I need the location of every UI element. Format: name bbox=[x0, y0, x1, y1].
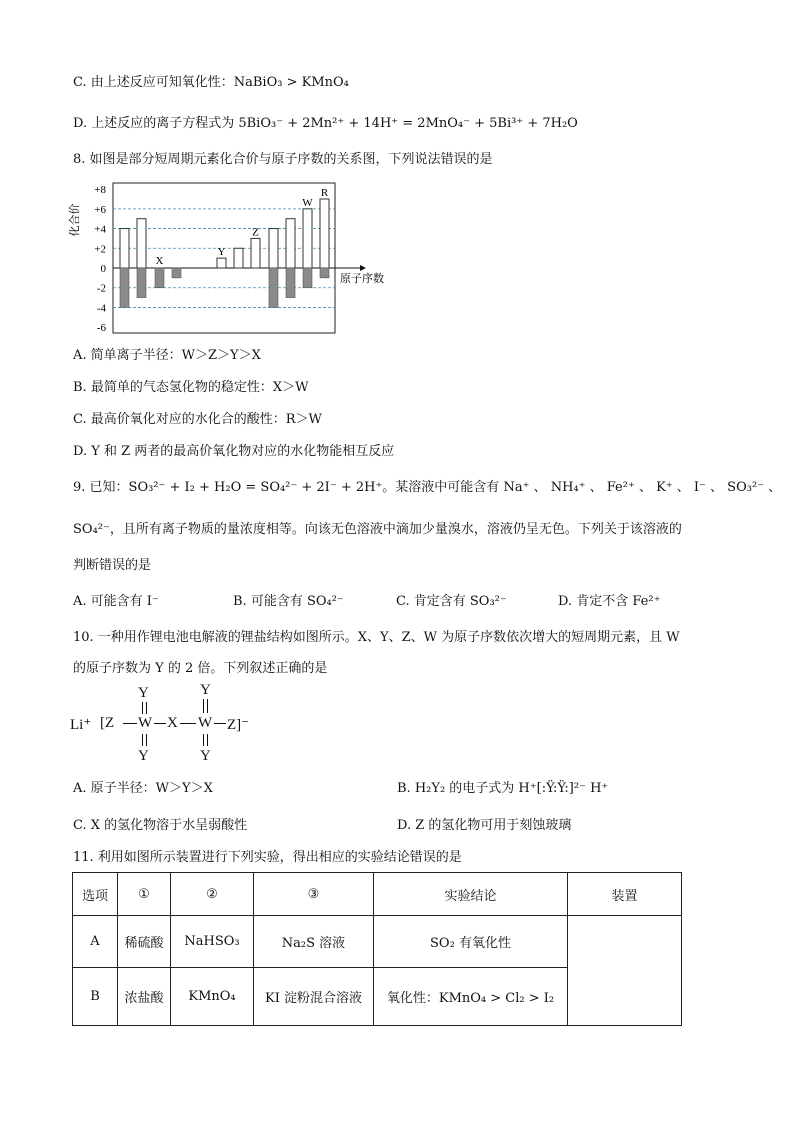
cell: B bbox=[73, 968, 118, 1026]
positive-valence-bar bbox=[251, 238, 260, 268]
positive-valence-bar bbox=[120, 229, 129, 268]
q8-stem: 8. 如图是部分短周期元素化合价与原子序数的关系图，下列说法错误的是 bbox=[73, 152, 493, 167]
x-axis-arrow-icon bbox=[360, 265, 366, 271]
element-label: R bbox=[320, 186, 329, 199]
negative-valence-bar bbox=[269, 268, 278, 307]
y-tick-label: -6 bbox=[96, 322, 106, 335]
y-top-left: Y bbox=[138, 685, 149, 701]
header-apparatus: 装置 bbox=[568, 873, 682, 916]
q9-option-a: A. 可能含有 I⁻ bbox=[73, 594, 159, 609]
x-axis-label: 原子序数 bbox=[340, 272, 384, 285]
header-1: ① bbox=[118, 873, 171, 916]
table-row bbox=[73, 916, 682, 968]
positive-valence-bar bbox=[217, 258, 226, 268]
bond bbox=[180, 723, 196, 724]
z-right: Z]⁻ bbox=[227, 717, 250, 733]
q9-line1: 9. 已知：SO₃²⁻ + I₂ + H₂O = SO₄²⁻ + 2I⁻ + 2H⁺。某溶液中可能含有 Na⁺ 、 NH₄⁺ 、 Fe²⁺ 、 K⁺ 、 I⁻ 、 SO₃²⁻ 、 bbox=[73, 480, 782, 495]
q10-line2: 的原子序数为 Y 的 2 倍。下列叙述正确的是 bbox=[73, 661, 328, 676]
cell: A bbox=[73, 916, 118, 968]
li-ion: Li⁺ bbox=[70, 717, 92, 733]
bond bbox=[123, 723, 137, 724]
q9-option-b: B. 可能含有 SO₄²⁻ bbox=[233, 594, 344, 609]
q8-option-a: A. 简单离子半径：W＞Z＞Y＞X bbox=[73, 348, 261, 363]
y-tick-label: +2 bbox=[94, 243, 106, 256]
q7-option-c: C. 由上述反应可知氧化性：NaBiO₃ > KMnO₄ bbox=[73, 75, 349, 90]
table-header-row bbox=[73, 873, 682, 916]
double-bond bbox=[203, 734, 208, 746]
experiment-table bbox=[72, 872, 682, 1026]
y-tick-label: -2 bbox=[96, 282, 106, 295]
q9-option-d: D. 肯定不含 Fe²⁺ bbox=[558, 594, 661, 609]
y-tick-label: +6 bbox=[94, 203, 106, 216]
q9-line3: 判断错误的是 bbox=[73, 558, 152, 573]
z-left: [Z bbox=[100, 715, 115, 731]
cell: 浓盐酸 bbox=[118, 968, 171, 1026]
negative-valence-bar bbox=[303, 268, 312, 288]
q9-line2: SO₄²⁻，且所有离子物质的量浓度相等。向该无色溶液中滴加少量溴水，溶液仍呈无色。下列关于该溶液的 bbox=[73, 522, 682, 537]
y-top-right: Y bbox=[200, 682, 211, 698]
header-3: ③ bbox=[254, 873, 374, 916]
positive-valence-bar bbox=[320, 199, 329, 268]
y-axis-label: 化合价 bbox=[68, 203, 81, 237]
q7-option-d: D. 上述反应的离子方程式为 5BiO₃⁻ + 2Mn²⁺ + 14H⁺ = 2MnO₄⁻ + 5Bi³⁺ + 7H₂O bbox=[73, 116, 578, 131]
header-2: ② bbox=[171, 873, 254, 916]
cell: NaHSO₃ bbox=[171, 916, 254, 968]
cell: 稀硫酸 bbox=[118, 916, 171, 968]
positive-valence-bar bbox=[303, 209, 312, 268]
q8-option-c: C. 最高价氧化对应的水化合的酸性：R＞W bbox=[73, 412, 322, 427]
y-bottom-right: Y bbox=[200, 748, 211, 764]
positive-valence-bar bbox=[286, 219, 295, 268]
y-tick-label: +4 bbox=[94, 223, 106, 236]
y-tick-label: 0 bbox=[100, 263, 106, 275]
q10-option-c: C. X 的氢化物溶于水呈弱酸性 bbox=[73, 818, 248, 833]
positive-valence-bar bbox=[137, 219, 146, 268]
valence-chart bbox=[60, 180, 400, 340]
y-tick-label: -4 bbox=[96, 302, 106, 315]
element-label: Z bbox=[252, 226, 259, 239]
negative-valence-bar bbox=[286, 268, 295, 298]
q10-option-b: B. H₂Y₂ 的电子式为 H⁺[:Ÿ:Ÿ:]²⁻ H⁺ bbox=[397, 781, 609, 796]
positive-valence-bar bbox=[234, 248, 243, 268]
cell: SO₂ 有氧化性 bbox=[374, 916, 568, 968]
q10-option-a: A. 原子半径：W＞Y＞X bbox=[73, 781, 213, 796]
w-right: W bbox=[198, 715, 213, 731]
element-label: X bbox=[155, 255, 164, 267]
element-label: W bbox=[302, 196, 313, 209]
double-bond bbox=[142, 734, 147, 746]
negative-valence-bar bbox=[155, 268, 164, 288]
double-bond bbox=[203, 699, 208, 713]
header-option: 选项 bbox=[73, 873, 118, 916]
header-conclusion: 实验结论 bbox=[374, 873, 568, 916]
cell: 氧化性：KMnO₄ > Cl₂ > I₂ bbox=[374, 968, 568, 1026]
element-label: Y bbox=[217, 246, 226, 259]
q10-option-d: D. Z 的氢化物可用于刻蚀玻璃 bbox=[397, 818, 572, 833]
negative-valence-bar bbox=[172, 268, 181, 278]
cell: KI 淀粉混合溶液 bbox=[254, 968, 374, 1026]
y-tick-label: +8 bbox=[94, 184, 106, 197]
q8-option-d: D. Y 和 Z 两者的最高价氧化物对应的水化物能相互反应 bbox=[73, 444, 395, 459]
q11-stem: 11. 利用如图所示装置进行下列实验，得出相应的实验结论错误的是 bbox=[73, 850, 462, 865]
y-bottom-left: Y bbox=[138, 748, 149, 764]
lithium-salt-structure bbox=[70, 680, 290, 770]
q8-option-b: B. 最简单的气态氢化物的稳定性：X＞W bbox=[73, 380, 309, 395]
bond bbox=[154, 723, 166, 724]
w-left: W bbox=[138, 715, 153, 731]
negative-valence-bar bbox=[137, 268, 146, 298]
double-bond bbox=[142, 702, 147, 714]
bond bbox=[214, 723, 226, 724]
x-center: X bbox=[167, 715, 178, 731]
apparatus-cell bbox=[568, 916, 682, 1026]
cell: KMnO₄ bbox=[171, 968, 254, 1026]
q9-option-c: C. 肯定含有 SO₃²⁻ bbox=[396, 594, 507, 609]
cell: Na₂S 溶液 bbox=[254, 916, 374, 968]
positive-valence-bar bbox=[269, 229, 278, 268]
q10-line1: 10. 一种用作锂电池电解液的锂盐结构如图所示。X、Y、Z、W 为原子序数依次增大的短周期元素，且 W bbox=[73, 630, 680, 645]
negative-valence-bar bbox=[120, 268, 129, 307]
negative-valence-bar bbox=[320, 268, 329, 278]
